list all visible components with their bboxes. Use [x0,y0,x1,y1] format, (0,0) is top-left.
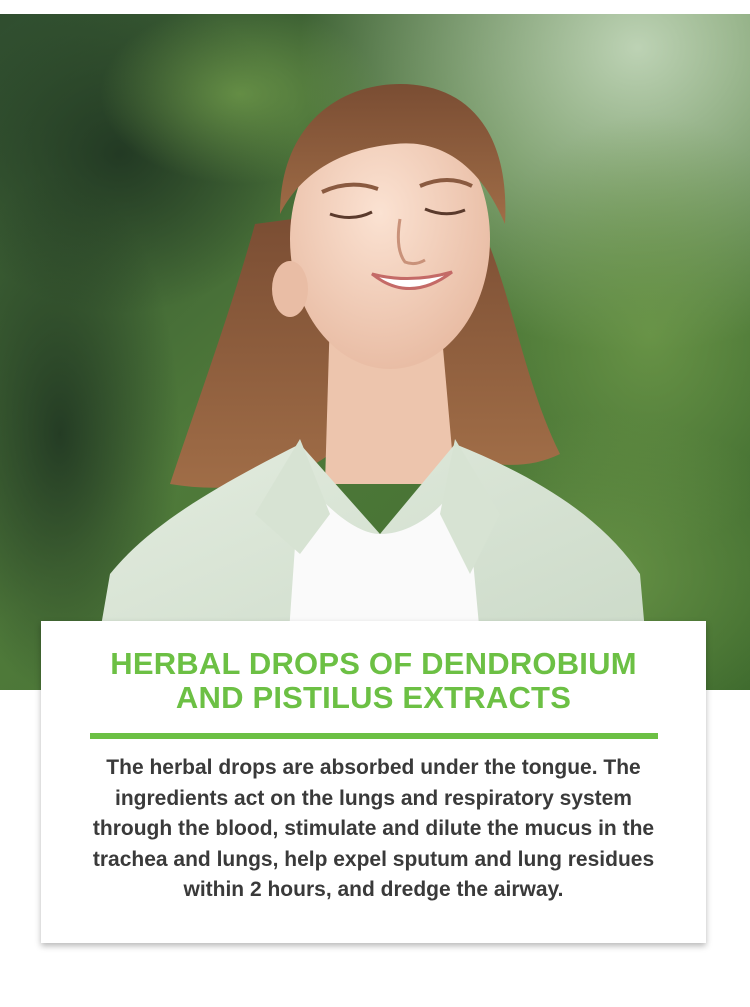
hero-photo [0,14,750,690]
title-line-1: HERBAL DROPS OF DENDROBIUM [110,646,637,681]
woman-breathing-outdoors-image [0,14,750,690]
title-divider [90,733,658,739]
product-title [74,647,674,715]
product-description: The herbal drops are absorbed under the tongue. The ingredients act on the lungs and respiratory system through the blood, stimulate and dilute the mucus in the trachea and lungs, help expel sputum and lung residues within 2 hours, and dredge the airway. [92,756,655,901]
info-card [41,621,706,943]
title-line-2: AND PISTILUS EXTRACTS [175,680,572,715]
